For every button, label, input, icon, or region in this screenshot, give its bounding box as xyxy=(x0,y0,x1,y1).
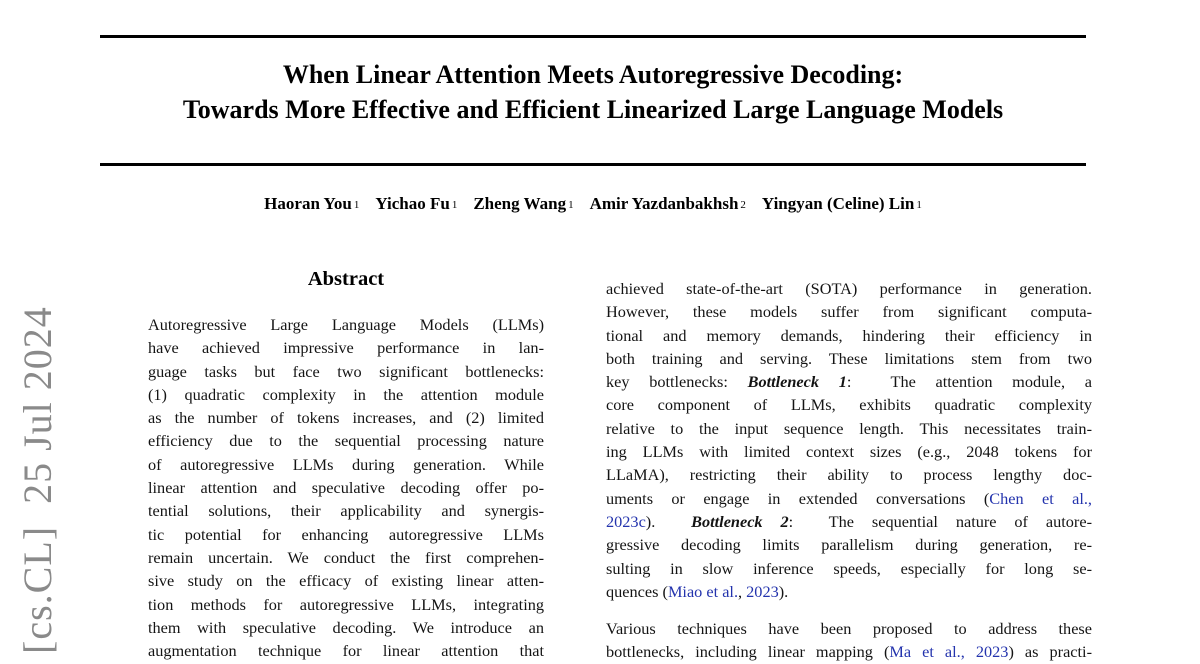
text-segment: : The sequential nature of autore- xyxy=(788,511,1092,531)
text-line xyxy=(148,523,544,546)
text-segment: quences ( xyxy=(606,581,668,601)
text-line xyxy=(148,593,544,616)
author-name-text: Zheng Wang xyxy=(473,194,567,213)
text-line xyxy=(148,546,544,569)
paper-title xyxy=(100,57,1086,127)
text-segment: ) as practi- xyxy=(1008,642,1093,662)
citation-link[interactable]: 2023c xyxy=(606,511,646,531)
author-list xyxy=(100,194,1086,214)
text-segment: have achieved impressive performance in lan- xyxy=(148,338,544,358)
text-line xyxy=(148,639,544,662)
author-affiliation-superscript: 1 xyxy=(568,199,574,211)
text-segment: ). xyxy=(778,581,789,601)
text-segment: tional and memory demands, hindering their efficiency in xyxy=(606,325,1092,345)
text-line xyxy=(606,300,1092,323)
text-line xyxy=(148,499,544,522)
text-segment: uments or engage in extended conversations ( xyxy=(606,488,990,508)
text-line xyxy=(148,406,544,429)
text-segment: efficiency due to the sequential processing nature xyxy=(148,431,544,451)
text-line xyxy=(148,383,544,406)
title-rule-bottom xyxy=(100,163,1086,166)
text-line xyxy=(606,533,1092,556)
text-line xyxy=(148,569,544,592)
author-name xyxy=(590,194,746,213)
author-name xyxy=(375,194,457,213)
author-name xyxy=(473,194,573,213)
text-segment: linear attention and speculative decoding offer po- xyxy=(148,478,544,498)
text-segment: sive study on the efficacy of existing linear atten- xyxy=(148,571,544,591)
text-line xyxy=(148,336,544,359)
text-line xyxy=(606,393,1092,416)
text-segment: relative to the input sequence length. This necessitates train- xyxy=(606,418,1092,438)
title-rule-top xyxy=(100,35,1086,38)
text-segment: achieved state-of-the-art (SOTA) performance in generation. xyxy=(606,279,1092,298)
author-affiliation-superscript: 1 xyxy=(353,199,360,211)
text-line xyxy=(606,617,1092,640)
text-line xyxy=(148,313,544,336)
text-line xyxy=(606,347,1092,370)
text-segment: Bottleneck 2 xyxy=(691,511,789,531)
text-segment: However, these models suffer from significant computa- xyxy=(606,302,1092,322)
citation-link[interactable]: 2023 xyxy=(746,581,779,601)
text-segment: tion methods for autoregressive LLMs, integrating xyxy=(148,594,544,614)
text-segment: (1) quadratic complexity in the attention module xyxy=(148,384,544,404)
text-line xyxy=(606,510,1092,533)
text-line xyxy=(148,616,544,639)
text-segment: them with speculative decoding. We introduce an xyxy=(148,617,544,637)
text-segment: ing LLMs with limited context sizes (e.g., 2048 tokens for xyxy=(606,442,1092,462)
citation-link[interactable]: Chen et al., xyxy=(989,488,1092,508)
author-affiliation-superscript: 1 xyxy=(451,199,458,211)
text-line xyxy=(148,453,544,476)
text-segment: sulting in slow inference speeds, especially for long se- xyxy=(606,558,1092,578)
text-segment: key bottlenecks: xyxy=(606,372,748,392)
text-segment: Autoregressive Large Language Models (LLMs) xyxy=(148,315,544,334)
text-segment: core component of LLMs, exhibits quadratic complexity xyxy=(606,395,1092,415)
paper-title-line1: When Linear Attention Meets Autoregressive Decoding: xyxy=(282,60,904,89)
main-text xyxy=(606,277,1092,664)
right-column xyxy=(606,277,1092,664)
text-segment: remain uncertain. We conduct the first comprehen- xyxy=(148,547,544,567)
text-segment: as the number of tokens increases, and (2) limited xyxy=(148,408,544,428)
paper-title-line2: Towards More Effective and Efficient Linearized Large Language Models xyxy=(182,95,1004,124)
text-segment: tential solutions, their applicability and synergis- xyxy=(148,501,544,521)
text-segment: gressive decoding limits parallelism during generation, re- xyxy=(606,535,1092,555)
author-name-text: Yichao Fu xyxy=(375,194,450,213)
citation-link[interactable]: Ma et al., 2023 xyxy=(889,642,1009,662)
text-line xyxy=(606,557,1092,580)
text-line xyxy=(606,277,1092,300)
text-line xyxy=(606,487,1092,510)
text-line xyxy=(148,360,544,383)
text-segment: ). xyxy=(645,511,692,531)
author-affiliation-superscript: 2 xyxy=(740,199,746,211)
text-line xyxy=(606,440,1092,463)
author-name-text: Amir Yazdanbakhsh xyxy=(589,194,739,213)
paragraph xyxy=(606,617,1092,664)
text-line xyxy=(606,324,1092,347)
text-line xyxy=(148,476,544,499)
text-line xyxy=(606,370,1092,393)
text-segment: Various techniques have been proposed to address these xyxy=(606,619,1092,639)
text-line xyxy=(606,640,1092,663)
text-segment: guage tasks but face two significant bottlenecks: xyxy=(148,361,544,381)
author-name-text: Yingyan (Celine) Lin xyxy=(761,194,915,213)
text-segment: Bottleneck 1 xyxy=(747,372,847,392)
text-segment: of autoregressive LLMs during generation. While xyxy=(148,454,544,474)
text-segment: augmentation technique for linear attention that xyxy=(148,641,544,661)
author-name xyxy=(762,194,922,213)
author-name xyxy=(264,194,359,213)
text-line xyxy=(606,417,1092,440)
text-line xyxy=(606,580,1092,603)
text-line xyxy=(606,463,1092,486)
arxiv-stamp: [cs.CL] 25 Jul 2024 xyxy=(15,306,60,654)
citation-link[interactable]: Miao et al. xyxy=(667,581,739,601)
abstract-heading: Abstract xyxy=(307,268,385,290)
author-affiliation-superscript: 1 xyxy=(916,199,922,211)
text-segment: , xyxy=(738,581,747,601)
text-segment: both training and serving. These limitations stem from two xyxy=(606,348,1092,368)
author-name-text: Haoran You xyxy=(264,194,352,213)
text-segment: bottlenecks, including linear mapping ( xyxy=(606,642,890,662)
text-segment: LLaMA), restricting their ability to process lengthy doc- xyxy=(606,465,1092,485)
text-segment: tic potential for enhancing autoregressive LLMs xyxy=(148,524,544,544)
text-line xyxy=(148,429,544,452)
paragraph xyxy=(606,277,1092,603)
abstract-body xyxy=(148,313,544,662)
text-segment: : The attention module, a xyxy=(846,372,1093,392)
